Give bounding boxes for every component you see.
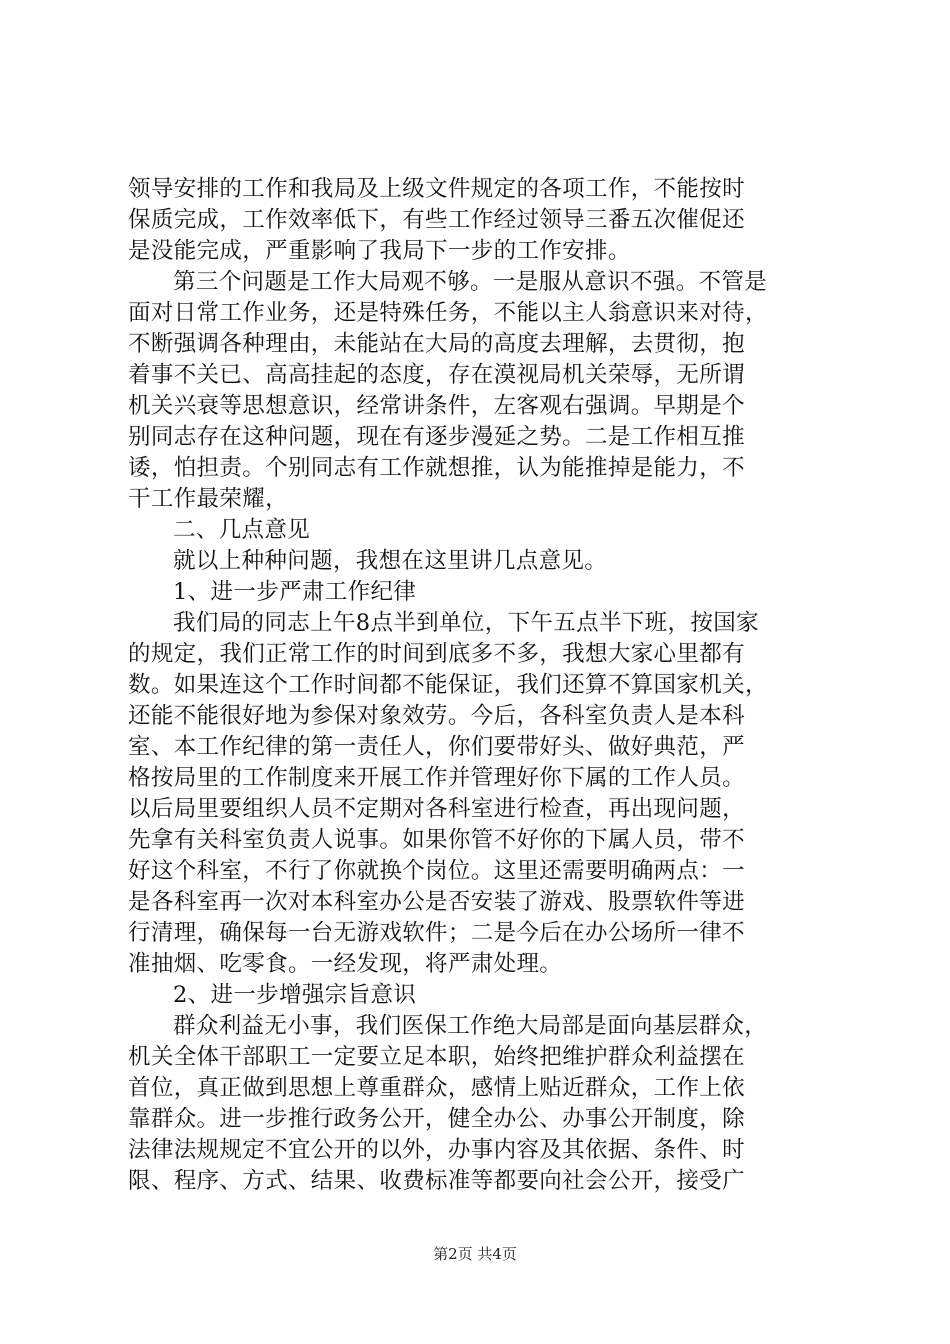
text-line: 首位，真正做到思想上尊重群众，感情上贴近群众，工作上依 xyxy=(128,1075,745,1101)
page-number-footer: 第2页 共4页 xyxy=(433,1245,517,1263)
subsection-heading: 2、进一步增强宗旨意识 xyxy=(173,982,417,1008)
text-line: 机关兴衰等思想意识，经常讲条件，左客观右强调。早期是个 xyxy=(128,393,745,419)
text-line: 先拿有关科室负责人说事。如果你管不好你的下属人员，带不 xyxy=(128,827,745,853)
text-line: 群众利益无小事，我们医保工作绝大局部是面向基层群众， xyxy=(173,1013,768,1039)
text-line: 行清理，确保每一台无游戏软件；二是今后在办公场所一律不 xyxy=(128,920,745,946)
text-line: 靠群众。进一步推行政务公开，健全办公、办事公开制度，除 xyxy=(128,1106,745,1132)
subsection-heading: 1、进一步严肃工作纪律 xyxy=(173,579,417,605)
text-line: 我们局的同志上午8点半到单位，下午五点半下班，按国家 xyxy=(173,610,759,636)
text-line: 别同志存在这种问题，现在有逐步漫延之势。二是工作相互推 xyxy=(128,424,745,450)
text-line: 数。如果连这个工作时间都不能保证，我们还算不算国家机关， xyxy=(128,672,768,698)
text-line: 以后局里要组织人员不定期对各科室进行检查，再出现问题， xyxy=(128,796,745,822)
text-line: 好这个科室，不行了你就换个岗位。这里还需要明确两点：一 xyxy=(128,858,745,884)
text-line: 限、程序、方式、结果、收费标准等都要向社会公开，接受广 xyxy=(128,1168,745,1194)
text-line: 的规定，我们正常工作的时间到底多不多，我想大家心里都有 xyxy=(128,641,745,667)
text-line: 诿，怕担责。个别同志有工作就想推，认为能推掉是能力，不 xyxy=(128,455,745,481)
text-line: 面对日常工作业务，还是特殊任务，不能以主人翁意识来对待， xyxy=(128,300,768,326)
text-line: 准抽烟、吃零食。一经发现，将严肃处理。 xyxy=(128,951,563,977)
text-line: 是各科室再一次对本科室办公是否安装了游戏、股票软件等进 xyxy=(128,889,745,915)
text-line: 第三个问题是工作大局观不够。一是服从意识不强。不管是 xyxy=(173,269,768,295)
text-line: 还能不能很好地为参保对象效劳。今后，各科室负责人是本科 xyxy=(128,703,745,729)
document-body xyxy=(128,174,838,1197)
text-line: 领导安排的工作和我局及上级文件规定的各项工作，不能按时 xyxy=(128,176,745,202)
text-line: 干工作最荣耀， xyxy=(128,486,288,512)
text-line: 不断强调各种理由，未能站在大局的高度去理解，去贯彻，抱 xyxy=(128,331,745,357)
text-line: 法律法规规定不宜公开的以外，办事内容及其依据、条件、时 xyxy=(128,1137,745,1163)
text-line: 格按局里的工作制度来开展工作并管理好你下属的工作人员。 xyxy=(128,765,745,791)
section-heading: 二、几点意见 xyxy=(173,517,311,543)
text-line: 是没能完成，严重影响了我局下一步的工作安排。 xyxy=(128,238,631,264)
text-line: 室、本工作纪律的第一责任人，你们要带好头、做好典范，严 xyxy=(128,734,745,760)
text-line: 保质完成，工作效率低下，有些工作经过领导三番五次催促还 xyxy=(128,207,745,233)
text-line: 就以上种种问题，我想在这里讲几点意见。 xyxy=(173,548,608,574)
text-line: 机关全体干部职工一定要立足本职，始终把维护群众利益摆在 xyxy=(128,1044,745,1070)
text-line: 着事不关已、高高挂起的态度，存在漠视局机关荣辱，无所谓 xyxy=(128,362,745,388)
